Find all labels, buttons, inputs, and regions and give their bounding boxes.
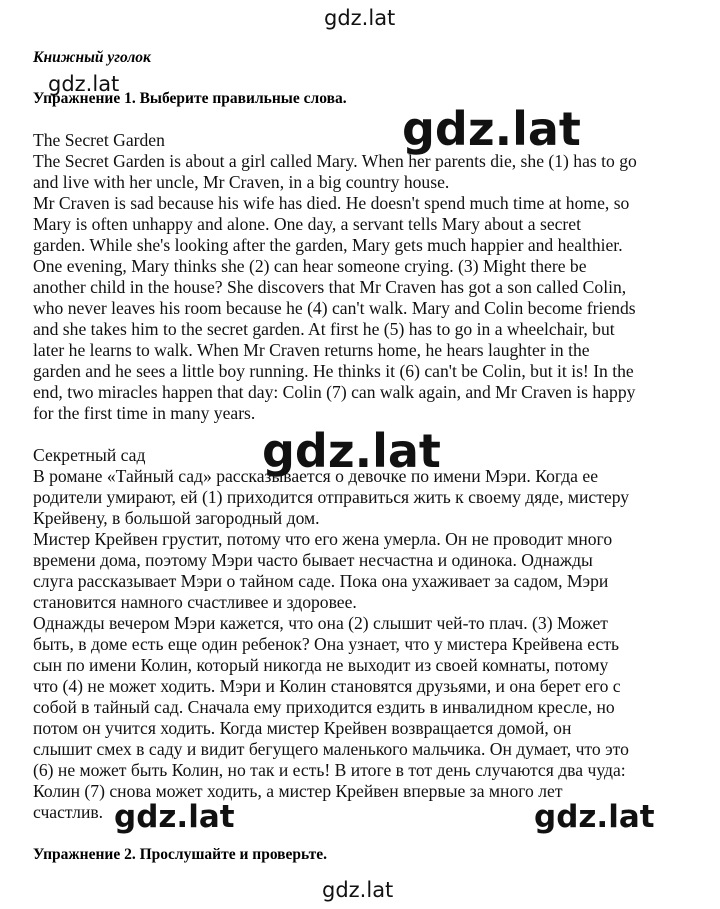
exercise-2-title: Упражнение 2. Прослушайте и проверьте. <box>33 846 328 863</box>
english-line: garden. While she's looking after the garden, Mary gets much happier and healthier. <box>33 235 623 255</box>
russian-line: становится намного счастливее и здоровее. <box>33 592 357 612</box>
english-line: for the first time in many years. <box>33 403 256 423</box>
english-title: The Secret Garden <box>33 130 165 150</box>
english-line: another child in the house? She discovers that Mr Craven has got a son called Colin, <box>33 277 627 297</box>
russian-line: Колин (7) снова может ходить, а мистер Крейвен впервые за много лет <box>33 781 563 801</box>
english-text-block <box>33 130 713 424</box>
english-line: The Secret Garden is about a girl called Mary. When her parents die, she (1) has to go <box>33 151 637 171</box>
english-line: who never leaves his room because he (4) can't walk. Mary and Colin become friends <box>33 298 636 318</box>
watermark-top: gdz.lat <box>324 6 396 30</box>
watermark-heading: gdz.lat <box>48 72 120 96</box>
russian-line: Крейвену, в большой загородный дом. <box>33 508 320 528</box>
watermark-bottom-left: gdz.lat <box>114 799 235 835</box>
russian-line: счастлив. <box>33 802 104 822</box>
russian-line: потом он учится ходить. Когда мистер Крейвен возвращается домой, он <box>33 718 572 738</box>
watermark-bottom: gdz.lat <box>322 878 394 902</box>
russian-line: времени дома, поэтому Мэри часто бывает несчастна и одинока. Однажды <box>33 550 593 570</box>
section-title: Книжный уголок <box>33 49 151 66</box>
russian-line: В романе «Тайный сад» рассказывается о девочке по имени Мэри. Когда ее <box>33 466 599 486</box>
english-line: One evening, Mary thinks she (2) can hear someone crying. (3) Might there be <box>33 256 587 276</box>
english-line: end, two miracles happen that day: Colin (7) can walk again, and Mr Craven is happy <box>33 382 636 402</box>
russian-line: Однажды вечером Мэри кажется, что она (2) слышит чей-то плач. (3) Может <box>33 613 608 633</box>
russian-line: Мистер Крейвен грустит, потому что его жена умерла. Он не проводит много <box>33 529 613 549</box>
english-line: later he learns to walk. When Mr Craven returns home, he hears laughter in the <box>33 340 590 360</box>
english-line: Mr Craven is sad because his wife has died. He doesn't spend much time at home, so <box>33 193 630 213</box>
watermark-large-1: gdz.lat <box>402 102 581 156</box>
russian-line: родители умирают, ей (1) приходится отправиться жить к своему дяде, мистеру <box>33 487 630 507</box>
english-line: and she takes him to the secret garden. At first he (5) has to go in a wheelchair, but <box>33 319 615 339</box>
russian-line: что (4) не может ходить. Мэри и Колин становятся друзьями, и она берет его с <box>33 676 621 696</box>
english-line: and live with her uncle, Mr Craven, in a big country house. <box>33 172 450 192</box>
russian-line: сын по имени Колин, который никогда не выходит из своей комнаты, потому <box>33 655 609 675</box>
russian-text-block <box>33 445 713 823</box>
russian-line: (6) не может быть Колин, но так и есть! В итоге в тот день случаются два чуда: <box>33 760 626 780</box>
english-line: Mary is often unhappy and alone. One day, a servant tells Mary about a secret <box>33 214 581 234</box>
russian-line: собой в тайный сад. Сначала ему приходится ездить в инвалидном кресле, но <box>33 697 615 717</box>
watermark-bottom-right: gdz.lat <box>534 799 655 835</box>
russian-title: Секретный сад <box>33 445 146 465</box>
watermark-large-2: gdz.lat <box>262 424 441 478</box>
russian-line: слышит смех в саду и видит бегущего маленького мальчика. Он думает, что это <box>33 739 629 759</box>
russian-line: слуга рассказывает Мэри о тайном саде. Пока она ухаживает за садом, Мэри <box>33 571 609 591</box>
exercise-1-title: Упражнение 1. Выберите правильные слова. <box>33 90 347 107</box>
russian-line: быть, в доме есть еще один ребенок? Она узнает, что у мистера Крейвена есть <box>33 634 620 654</box>
english-line: garden and he sees a little boy running. He thinks it (6) can't be Colin, but it is! In the <box>33 361 634 381</box>
